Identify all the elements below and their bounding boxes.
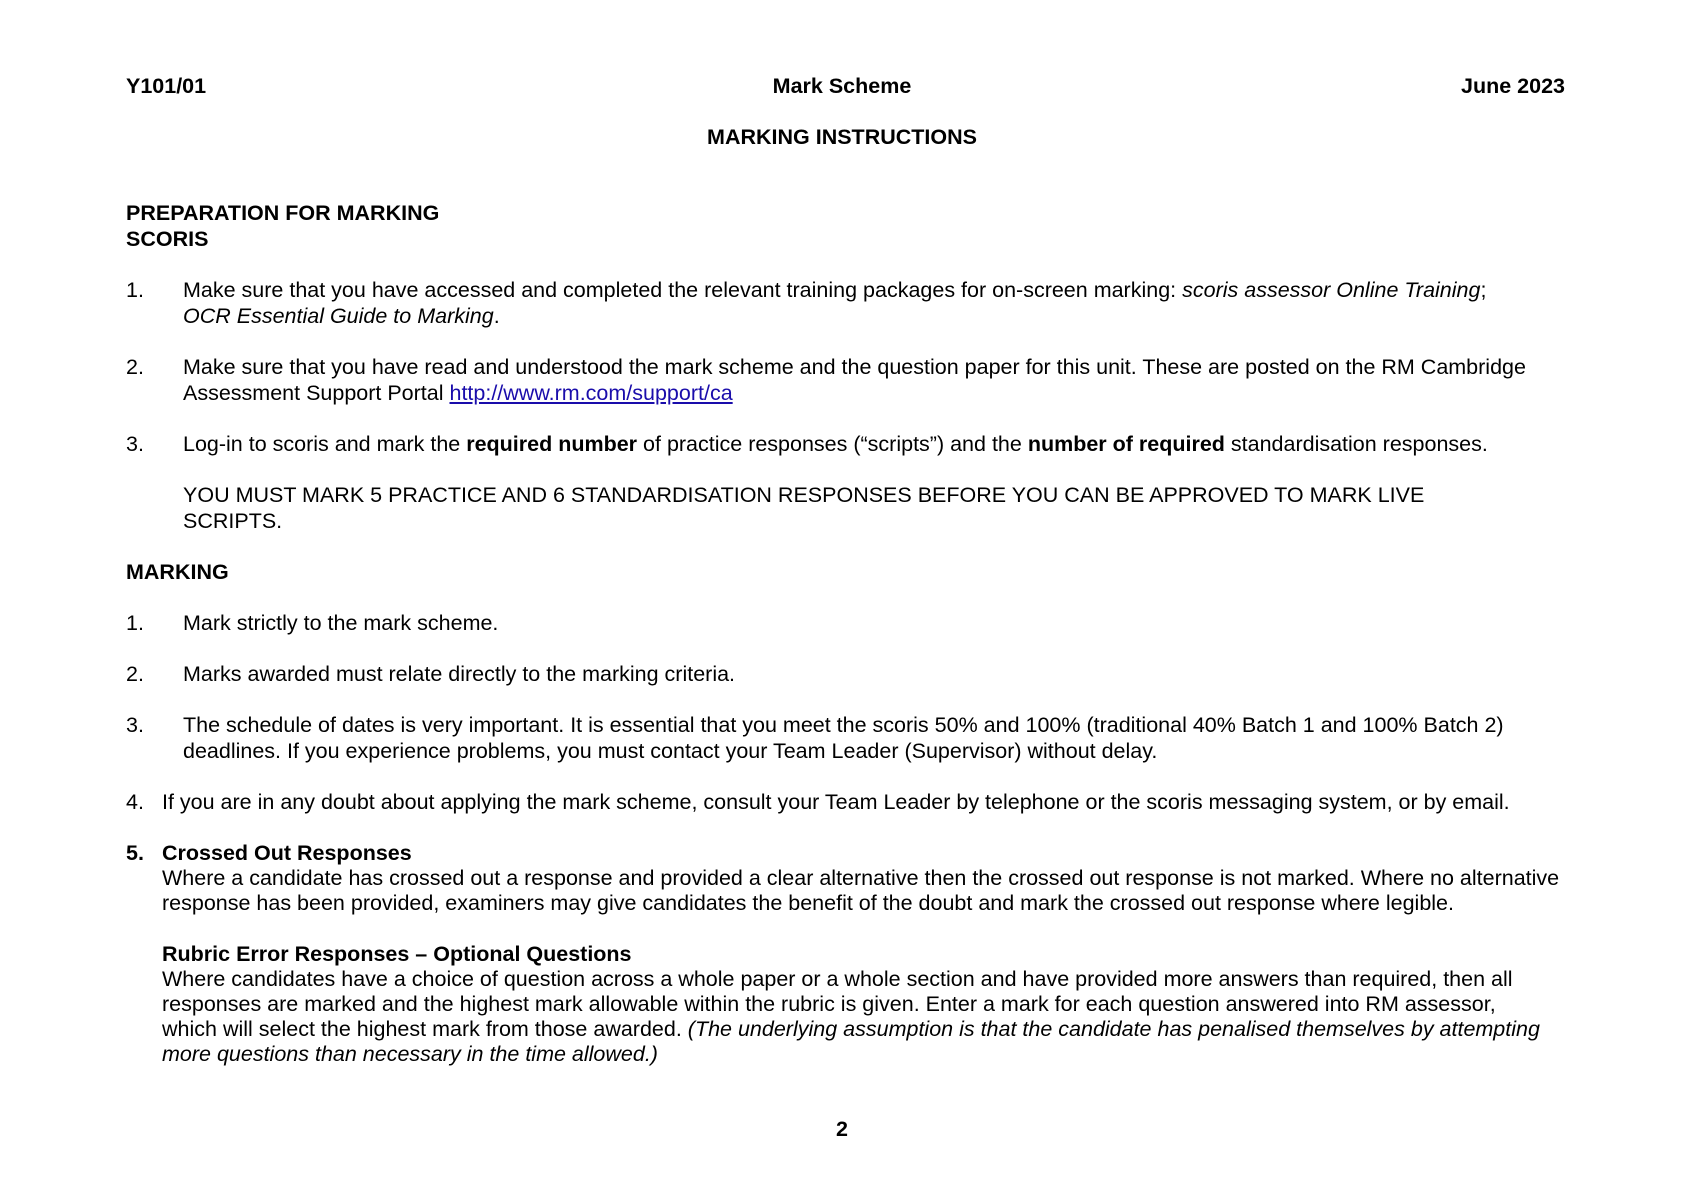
document-title: Mark Scheme	[772, 74, 912, 98]
support-portal-link[interactable]: http://www.rm.com/support/ca	[449, 381, 733, 405]
exam-date: June 2023	[1461, 74, 1565, 98]
paragraph-line: response has been provided, examiners may give candidates the benefit of the doubt and mark the crossed out response where legible.	[162, 891, 1454, 915]
text: of practice responses (“scripts”) and the	[637, 432, 1028, 456]
bold-text: required number	[466, 432, 638, 456]
bold-text: number of required	[1027, 432, 1225, 456]
list-number: 4.	[126, 790, 144, 814]
paragraph-line: Where a candidate has crossed out a response and provided a clear alternative then the crossed out response is not marked. Where no alternative	[162, 866, 1560, 890]
paragraph-line	[162, 1042, 658, 1068]
italic-text: more questions than necessary in the time allowed.)	[162, 1042, 658, 1066]
notice-text: YOU MUST MARK 5 PRACTICE AND 6 STANDARDISATION RESPONSES BEFORE YOU CAN BE APPROVED TO MARK LIVE	[183, 483, 1425, 507]
list-number: 1.	[126, 611, 144, 635]
paragraph-line	[162, 1017, 1540, 1043]
section-subheading-scoris: SCORIS	[126, 227, 209, 251]
list-item-text-continued	[183, 381, 733, 407]
list-number: 2.	[126, 662, 144, 686]
section-heading-preparation: PREPARATION FOR MARKING	[126, 201, 440, 225]
list-item-text: Mark strictly to the mark scheme.	[183, 611, 499, 635]
list-number: 3.	[126, 432, 144, 456]
paragraph-line: responses are marked and the highest mark allowable within the rubric is given. Enter a mark for each question answered into RM assessor,	[162, 992, 1496, 1016]
notice-text-continued: SCRIPTS.	[183, 509, 283, 533]
list-item-text	[183, 278, 1486, 304]
text: which will select the highest mark from those awarded.	[162, 1017, 688, 1041]
italic-text: OCR Essential Guide to Marking	[183, 304, 494, 328]
page-title: MARKING INSTRUCTIONS	[707, 125, 977, 149]
paper-code: Y101/01	[126, 74, 207, 98]
text: Log-in to scoris and mark the	[183, 432, 467, 456]
section-heading-marking: MARKING	[126, 560, 229, 584]
text: .	[493, 304, 500, 328]
text: standardisation responses.	[1224, 432, 1488, 456]
list-item-text-continued	[183, 304, 500, 330]
italic-text: (The underlying assumption is that the candidate has penalised themselves by attempting	[687, 1017, 1540, 1041]
list-number: 3.	[126, 713, 144, 737]
text: ;	[1480, 278, 1487, 302]
list-number: 2.	[126, 355, 144, 379]
list-number: 5.	[126, 841, 144, 865]
text: Assessment Support Portal	[183, 381, 450, 405]
list-item-text	[183, 432, 1488, 458]
text: Make sure that you have accessed and completed the relevant training packages for on-screen marking:	[183, 278, 1183, 302]
list-item-text: The schedule of dates is very important. It is essential that you meet the scoris 50% and 100% (traditional 40% Batch 1 and 100% Batch 2)	[183, 713, 1504, 737]
subsection-heading-rubric-error: Rubric Error Responses – Optional Questions	[162, 942, 632, 966]
list-item-text: Make sure that you have read and understood the mark scheme and the question paper for this unit. These are posted on the RM Cambridge	[183, 355, 1526, 379]
list-number: 1.	[126, 278, 144, 302]
paragraph-line: Where candidates have a choice of question across a whole paper or a whole section and have provided more answers than required, then all	[162, 967, 1513, 991]
page-number: 2	[836, 1117, 848, 1141]
italic-text: scoris assessor Online Training	[1182, 278, 1481, 302]
subsection-heading-crossed-out: Crossed Out Responses	[162, 841, 412, 865]
list-item-text: Marks awarded must relate directly to the marking criteria.	[183, 662, 736, 686]
list-item-text: If you are in any doubt about applying the mark scheme, consult your Team Leader by telephone or the scoris messaging system, or by email.	[162, 790, 1510, 814]
list-item-text-continued: deadlines. If you experience problems, you must contact your Team Leader (Supervisor) without delay.	[183, 739, 1158, 763]
